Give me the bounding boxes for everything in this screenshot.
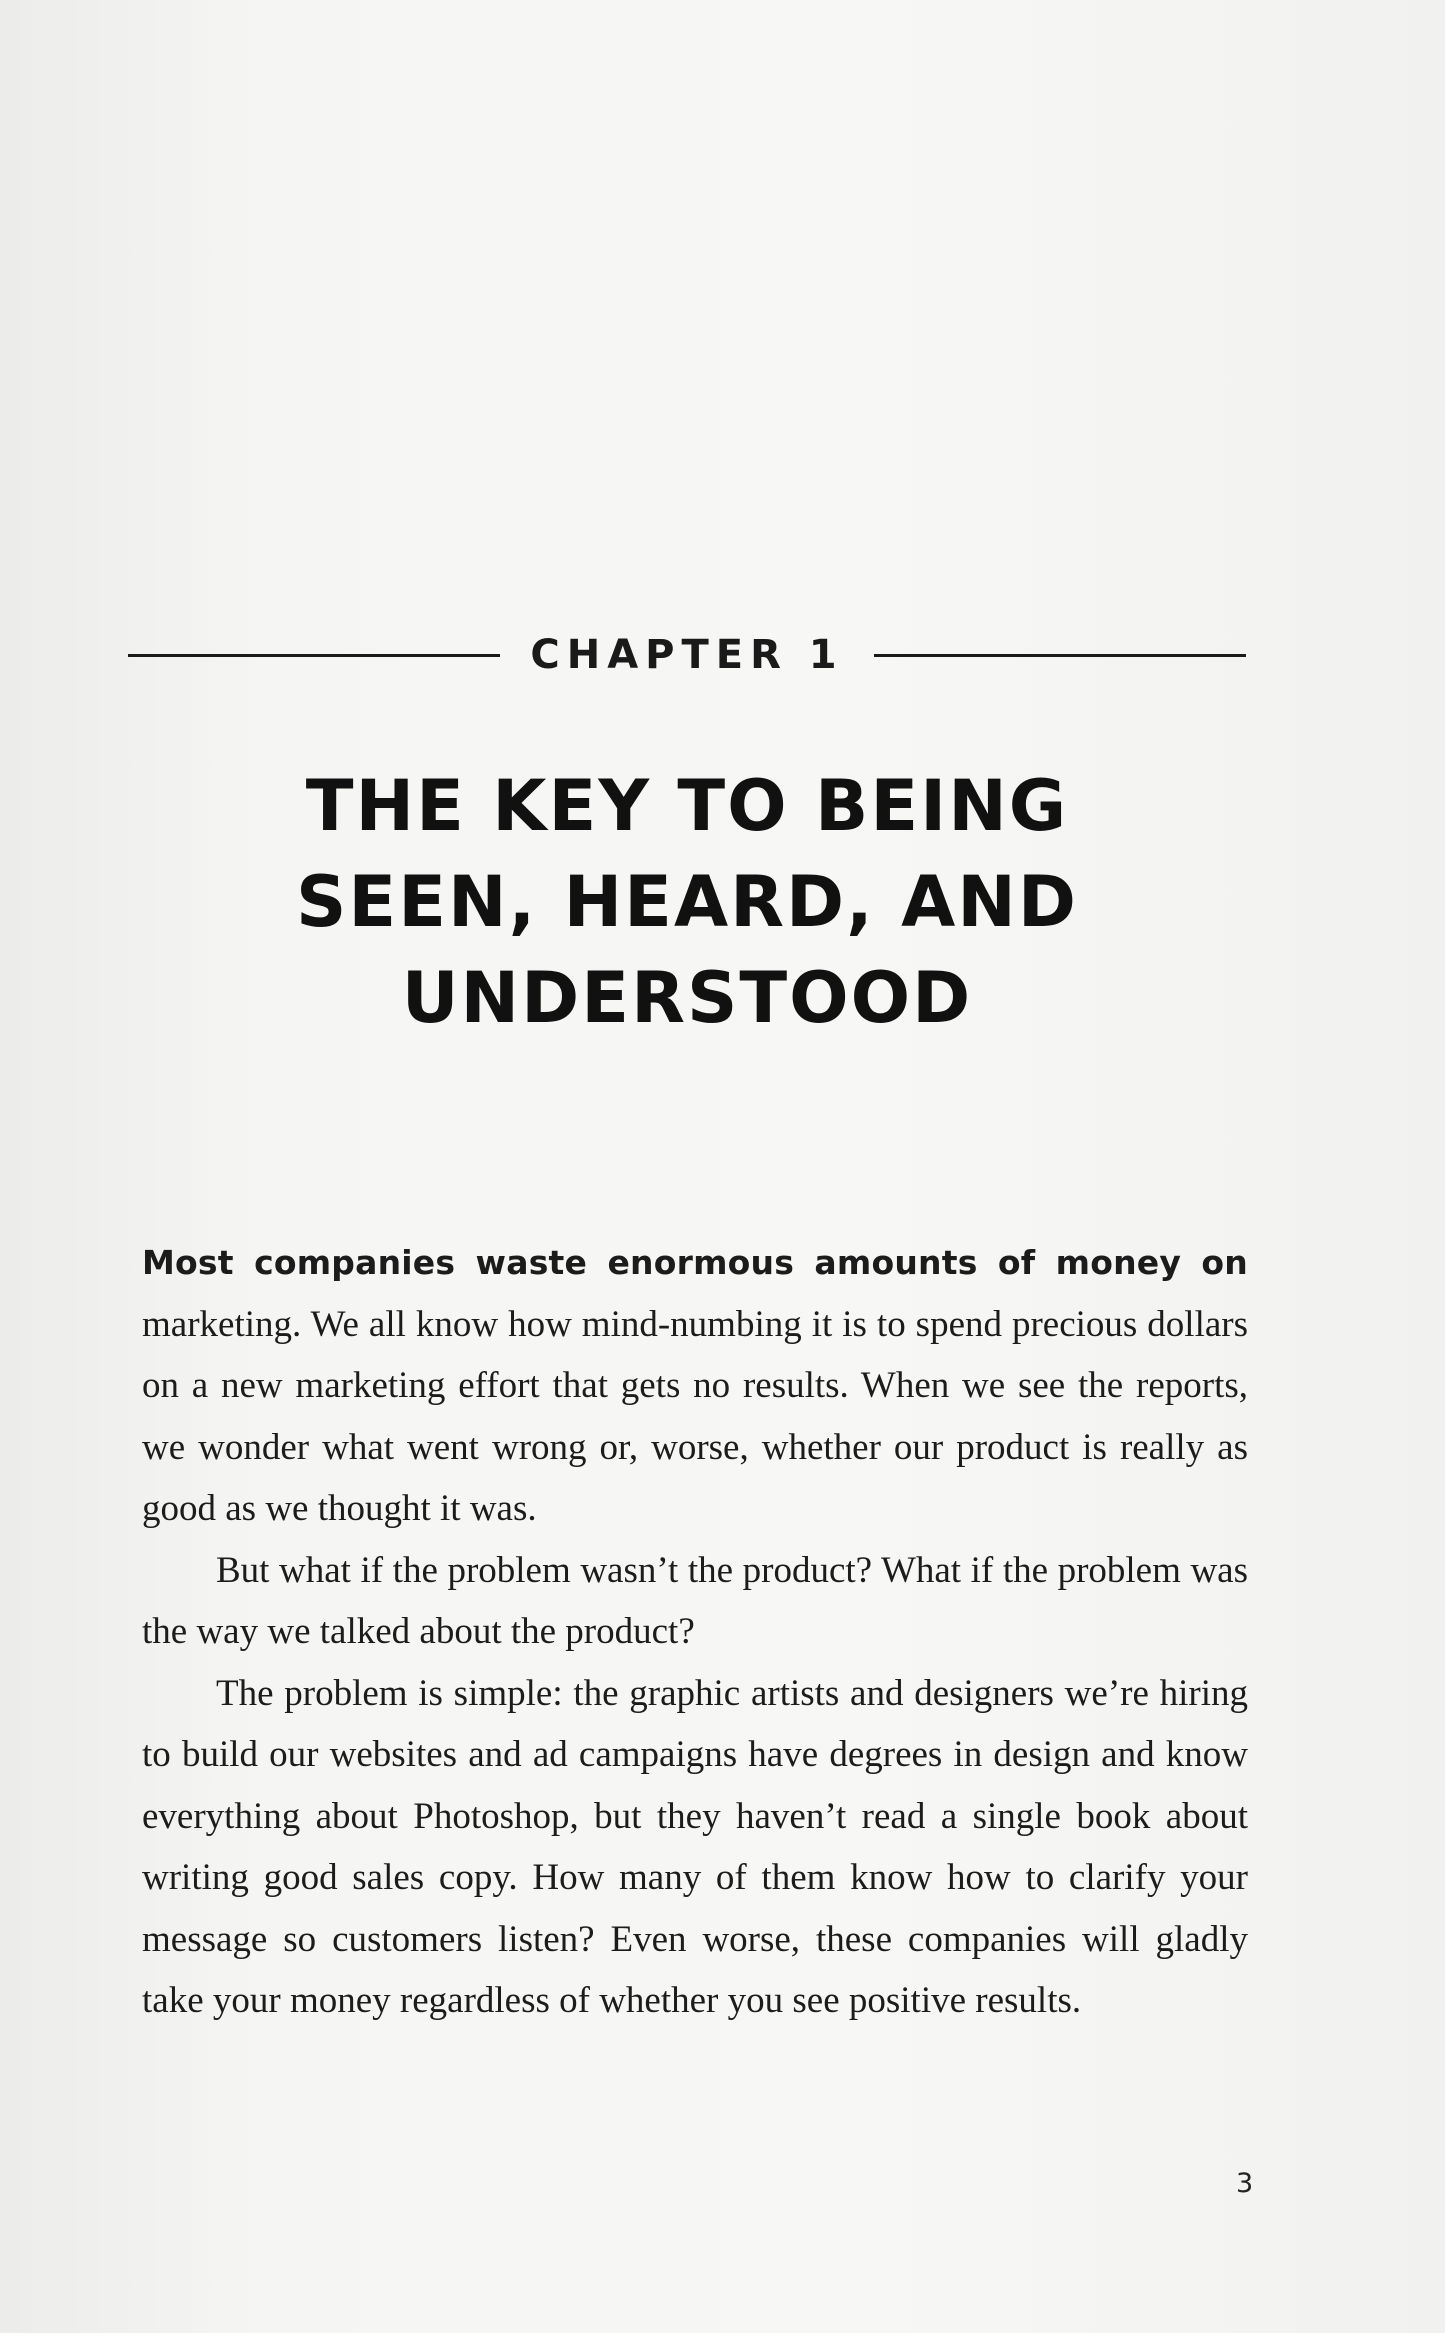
chapter-title [128,758,1246,1046]
right-divider [874,654,1246,657]
paragraph-3: The problem is simple: the graphic artists and designers we’re hiring to build our websites and ad campaigns have degrees in design and know everything about Photoshop, but they haven’t read a single book about writing good sales copy. How many of them know how to clarify your message so customers listen? Even worse, these companies will gladly take your money regardless of whether you see positive results. [142,1672,1248,2021]
chapter-title-line-1: THE KEY TO BEING [305,765,1069,847]
paragraph-1-rest: marketing. We all know how mind-numbing it is to spend precious dollars on a new marketing effort that gets no results. When we see the reports, we wonder what went wrong or, worse, whether our product is really as good as we thought it was. [142,1303,1248,1529]
chapter-label: CHAPTER 1 [530,632,844,678]
paragraph-2: But what if the problem wasn’t the product? What if the problem was the way we talked about the product? [142,1549,1248,1652]
body-text [142,1232,1248,2032]
chapter-heading [128,630,1246,680]
paragraph-1-lead: Most companies waste enormous amounts of money on [142,1243,1248,1282]
paragraph-1 [142,1232,1248,1540]
left-divider [128,654,500,657]
chapter-title-line-2: SEEN, HEARD, AND [295,861,1078,943]
chapter-title-line-3: UNDERSTOOD [401,957,973,1039]
page-number: 3 [1236,2168,1254,2199]
